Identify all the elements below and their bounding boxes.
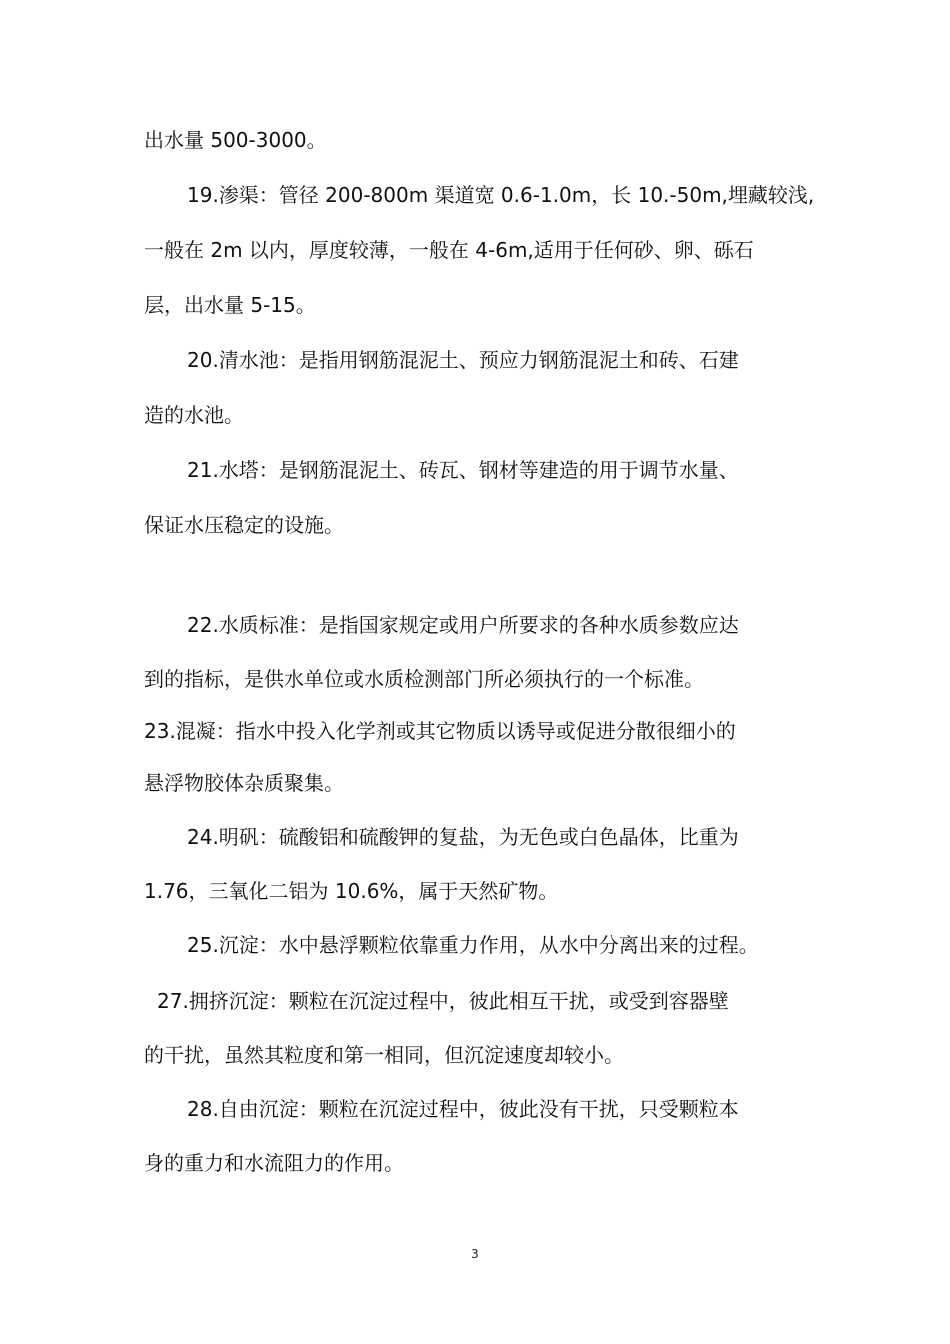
text-line: 的干扰，虽然其粒度和第一相同，但沉淀速度却较小。 [144, 1043, 624, 1067]
text-line: 到的指标，是供水单位或水质检测部门所必须执行的一个标准。 [144, 667, 704, 691]
text-line: 1.76，三氧化二铝为 10.6%，属于天然矿物。 [144, 879, 559, 903]
text-line: 保证水压稳定的设施。 [144, 513, 344, 537]
text-line: 25.沉淀：水中悬浮颗粒依靠重力作用，从水中分离出来的过程。 [187, 933, 759, 957]
text-line: 20.清水池：是指用钢筋混泥土、预应力钢筋混泥土和砖、石建 [187, 348, 739, 372]
text-line: 身的重力和水流阻力的作用。 [144, 1151, 404, 1175]
text-line: 22.水质标准：是指国家规定或用户所要求的各种水质参数应达 [187, 613, 739, 637]
page-number: 3 [471, 1247, 479, 1261]
text-line: 层，出水量 5-15。 [144, 293, 316, 317]
text-line: 一般在 2m 以内，厚度较薄，一般在 4-6m,适用于任何砂、卵、砾石 [144, 238, 754, 262]
text-line: 出水量 500-3000。 [144, 128, 327, 152]
text-line: 23.混凝：指水中投入化学剂或其它物质以诱导或促进分散很细小的 [144, 719, 736, 743]
text-line: 悬浮物胶体杂质聚集。 [144, 771, 344, 795]
text-line: 19.渗渠：管径 200-800m 渠道宽 0.6-1.0m，长 10.-50m,埋藏较浅, [187, 183, 815, 207]
text-line: 造的水池。 [144, 403, 244, 427]
text-line: 27.拥挤沉淀：颗粒在沉淀过程中，彼此相互干扰，或受到容器壁 [157, 989, 729, 1013]
text-line: 28.自由沉淀：颗粒在沉淀过程中，彼此没有干扰，只受颗粒本 [187, 1097, 739, 1121]
text-line: 24.明矾：硫酸铝和硫酸钾的复盐，为无色或白色晶体，比重为 [187, 825, 739, 849]
text-line: 21.水塔：是钢筋混泥土、砖瓦、钢材等建造的用于调节水量、 [187, 458, 739, 482]
